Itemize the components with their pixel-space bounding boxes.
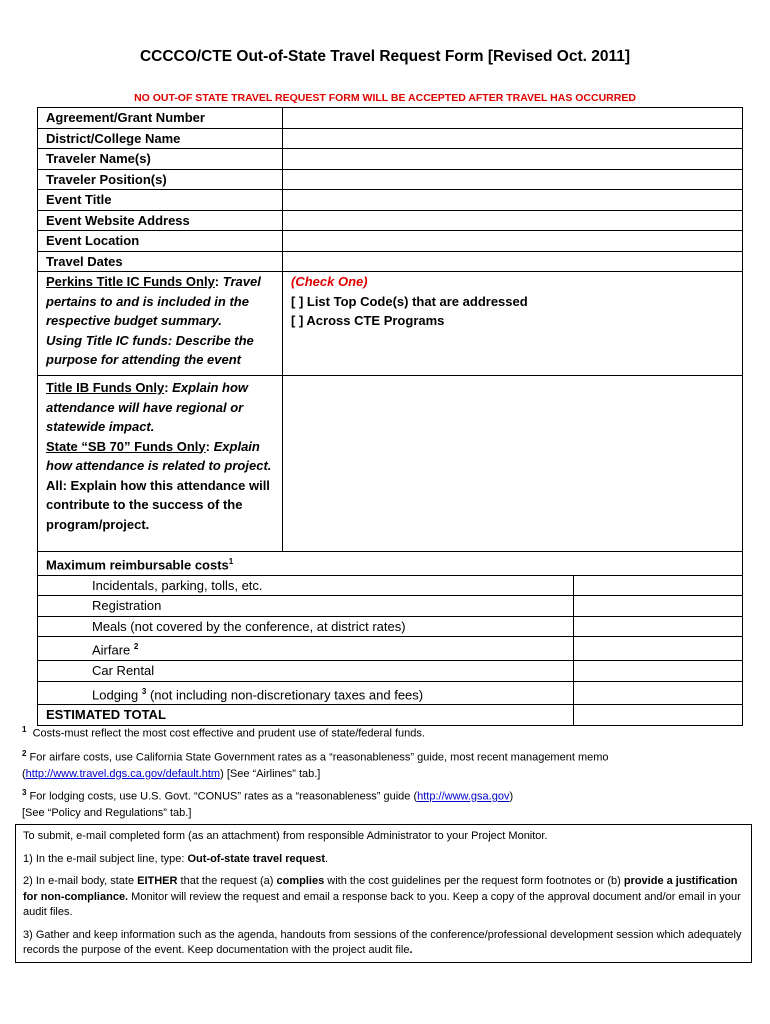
perkins-heading: Perkins Title IC Funds Only: [46, 274, 215, 289]
meals-label: Meals (not covered by the conference, at district rates): [38, 616, 574, 637]
event-location-input[interactable]: [283, 231, 743, 252]
district-input[interactable]: [283, 128, 743, 149]
submission-instructions: [15, 824, 752, 963]
sb70-heading: State “SB 70” Funds Only: [46, 438, 206, 454]
top-code-checkbox[interactable]: [ ] List Top Code(s) that are addressed: [291, 293, 528, 309]
travel-dates-label: Travel Dates: [38, 251, 283, 272]
traveler-positions-input[interactable]: [283, 169, 743, 190]
footnote-1: $^1$ Costs-must reflect the most cost effective and prudent use of state/federal funds.: [22, 725, 425, 740]
title-ib-sb70-label: Title IB Funds Only: Explain how attendance will have regional or statewide impact. State “SB 70” Funds Only: Explain how attendance is related to project. All: Explain how this attendance will contribute to the success of the program/project.: [38, 376, 283, 552]
instruction-step-3: 3) Gather and keep information such as the agenda, handouts from sessions of the conference/professional development session which adequately records the purpose of the event. Keep documentation with the project audit file.: [23, 928, 742, 956]
airfare-label: Airfare $^2$: [38, 637, 574, 661]
gsa-link[interactable]: http://www.gsa.gov: [417, 790, 510, 803]
title-ib-text: Explain how attendance will have regional or statewide impact.: [46, 380, 249, 434]
registration-label: Registration: [38, 596, 574, 617]
incidentals-amount[interactable]: [574, 575, 743, 596]
footnote-3: $^3$ For lodging costs, use U.S. Govt. “CONUS” rates as a “reasonableness” guide (http://www.gsa.gov) [See “Policy and Regulations” tab.]: [22, 788, 514, 819]
footnote-2: $^2$ For airfare costs, use California State Government rates as a “reasonableness” guide, most recent management memo (http://www.travel.dgs.ca.gov/default.htm) [See “Airlines” tab.]: [22, 749, 609, 780]
form-title: CCCCO/CTE Out-of-State Travel Request Form [Revised Oct. 2011]: [139, 48, 631, 65]
agreement-label: Agreement/Grant Number: [38, 108, 283, 129]
registration-amount[interactable]: [574, 596, 743, 617]
traveler-names-label: Traveler Name(s): [38, 149, 283, 170]
car-rental-amount[interactable]: [574, 661, 743, 682]
lodging-label: Lodging $^3$ (not including non-discretionary taxes and fees): [38, 681, 574, 705]
perkins-using: Using Title IC funds: Describe the purpose for attending the event: [46, 332, 254, 367]
traveler-positions-label: Traveler Position(s): [38, 169, 283, 190]
instructions-intro: To submit, e-mail completed form (as an attachment) from responsible Administrator to your Project Monitor.: [23, 830, 548, 842]
across-cte-checkbox[interactable]: [ ] Across CTE Programs: [291, 313, 445, 328]
event-title-label: Event Title: [38, 190, 283, 211]
traveler-names-input[interactable]: [283, 149, 743, 170]
event-website-label: Event Website Address: [38, 210, 283, 231]
lodging-amount[interactable]: [574, 681, 743, 705]
all-explain-text: All: Explain how this attendance will contribute to the success of the program/project.: [46, 477, 270, 532]
perkins-options: [283, 272, 743, 376]
check-one-label: (Check One): [291, 274, 368, 289]
perkins-label: Perkins Title IC Funds Only: Travel pertains to and is included in the respective budget summary. Using Title IC funds: Describe the purpose for attending the event: [38, 272, 283, 376]
submission-warning: NO OUT-OF STATE TRAVEL REQUEST FORM WILL BE ACCEPTED AFTER TRAVEL HAS OCCURRED: [134, 92, 636, 104]
event-website-input[interactable]: [283, 210, 743, 231]
max-costs-header: Maximum reimbursable costs$^1$: [38, 552, 743, 576]
incidentals-label: Incidentals, parking, tolls, etc.: [38, 575, 574, 596]
agreement-input[interactable]: [283, 108, 743, 129]
instruction-step-2: 2) In e-mail body, state EITHER that the request (a) complies with the cost guidelines per the request form footnotes or (b) provide a justification for non-compliance. Monitor will review the request and email a response back to you. Keep a copy of the approval document and/or email in your audit files.: [23, 875, 741, 918]
estimated-total-label: ESTIMATED TOTAL: [38, 705, 574, 726]
event-location-label: Event Location: [38, 231, 283, 252]
travel-dates-input[interactable]: [283, 251, 743, 272]
district-label: District/College Name: [38, 128, 283, 149]
title-ib-heading: Title IB Funds Only: [46, 380, 165, 395]
airfare-amount[interactable]: [574, 637, 743, 661]
funds-explanation-input[interactable]: [283, 376, 743, 552]
meals-amount[interactable]: [574, 616, 743, 637]
instruction-step-1: 1) In the e-mail subject line, type: Out-of-state travel request.: [23, 852, 329, 865]
car-rental-label: Car Rental: [38, 661, 574, 682]
travel-request-table: [37, 107, 743, 726]
sb70-text: Explain how attendance is related to project.: [46, 438, 272, 473]
perkins-text: Travel pertains to and is included in the respective budget summary.: [46, 274, 261, 328]
event-title-input[interactable]: [283, 190, 743, 211]
dgs-travel-link[interactable]: http://www.travel.dgs.ca.gov/default.htm: [25, 767, 221, 780]
